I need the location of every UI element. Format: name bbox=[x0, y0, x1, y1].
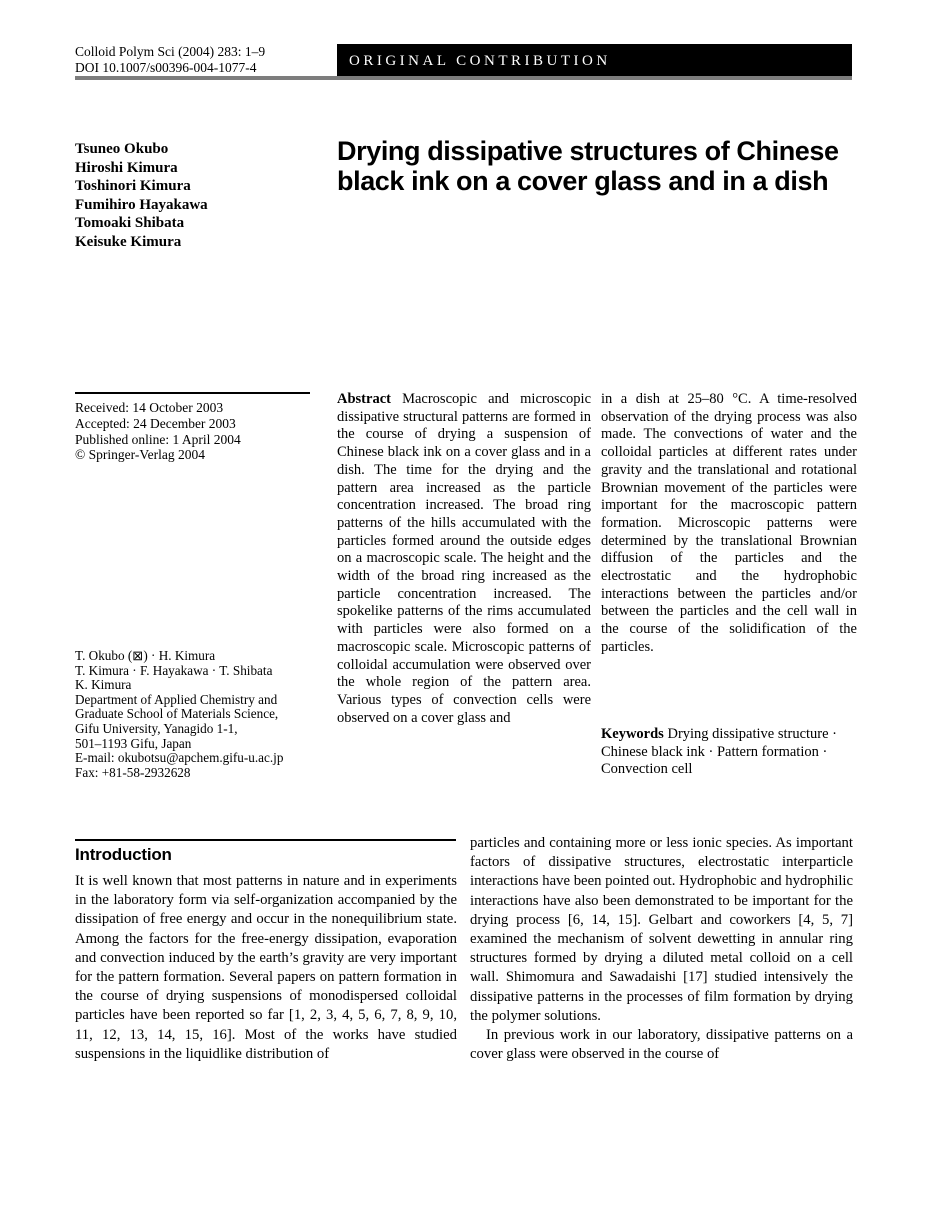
dates-divider bbox=[75, 392, 310, 394]
author-name: Keisuke Kimura bbox=[75, 233, 182, 250]
journal-doi: DOI 10.1007/s00396-004-1077-4 bbox=[75, 60, 257, 75]
envelope-icon: ⊠ bbox=[132, 648, 144, 663]
affiliation-line: K. Kimura bbox=[75, 677, 132, 693]
author-list bbox=[75, 140, 315, 251]
fax-line: Fax: +81-58-2932628 bbox=[75, 764, 191, 780]
journal-citation-block bbox=[75, 44, 335, 76]
keywords-block bbox=[601, 726, 857, 779]
coauthor-abbrev: ) · H. Kimura bbox=[143, 648, 216, 663]
keywords-text: Drying dissipative structure · Chinese black ink · Pattern formation · Convection cell bbox=[601, 726, 838, 778]
abstract-text-col1: Macroscopic and microscopic dissipative structural patterns are formed in the course of drying a suspension of Chinese black ink on a cover glass and in a dish. The time for the drying and the pattern area increased as the particle concentration increased. The broad ring patterns of the hills accumulated with the particles formed around the outside edges on a macroscopic scale. The height and the width of the broad ring increased as the particle concentration increased. The spokelike patterns of the rims accumulated with particles were also formed on a macroscopic scale. Microscopic patterns of colloidal accumulation were observed over the whole region of the pattern area. Various types of convection cells were observed on a cover glass and bbox=[337, 391, 592, 726]
copyright-line: © Springer-Verlag 2004 bbox=[75, 447, 205, 463]
introduction-paragraph: particles and containing more or less ionic species. As important factors of dissipative structures, electrostatic interparticle interactions have been pointed out. Hydrophobic and hydrophilic interactions have also been demonstrated to be important for the drying process [6, 14, 15]. Gelbart and coworkers [4, 5, 7] examined the mechanism of solvent dewetting in annular ring structures formed by drying a diluted metal colloid on a cell wall. Shimomura and Sawadaishi [17] studied intensively the dissipative patterns in the processes of film formation by drying the polymer solutions. bbox=[470, 835, 853, 1024]
abstract-column-2 bbox=[601, 391, 857, 657]
introduction-paragraph: In previous work in our laboratory, dissipative patterns on a cover glass were observed in the course of bbox=[470, 1027, 853, 1063]
author-name: Fumihiro Hayakawa bbox=[75, 196, 208, 213]
article-type-label: ORIGINAL CONTRIBUTION bbox=[349, 52, 611, 69]
received-date: Received: 14 October 2003 bbox=[75, 400, 224, 415]
article-title: Drying dissipative structures of Chinese black ink on a cover glass and in a dish bbox=[337, 136, 839, 196]
email-line: E-mail: okubotsu@apchem.gifu-u.ac.jp bbox=[75, 750, 284, 766]
affiliation-line: T. Kimura · F. Hayakawa · T. Shibata bbox=[75, 662, 273, 678]
introduction-column-1: It is well known that most patterns in nature and in experiments in the laboratory form via self-organization accompanied by the dissipation of free energy and occur in the nonequilibrium state. Among the factors for the free-energy dissipation, evaporation and convection induced by the earth’s gravity are very important for the pattern formation. Several papers on pattern formation in the course of drying suspensions of monodispersed colloidal particles have been reported so far [1, 2, 3, 4, 5, 6, 7, 8, 9, 10, 11, 12, 13, 14, 15, 16]. Most of the works have studied suspensions in the liquidlike distribution of bbox=[75, 873, 457, 1062]
author-name: Tsuneo Okubo bbox=[75, 141, 169, 157]
article-type-banner bbox=[337, 44, 852, 78]
accepted-date: Accepted: 24 December 2003 bbox=[75, 415, 236, 431]
abstract-column-1 bbox=[337, 391, 591, 727]
corresponding-author-line bbox=[75, 649, 340, 664]
affiliation-line: Graduate School of Materials Science, bbox=[75, 706, 279, 722]
author-abbrev: T. Okubo ( bbox=[75, 648, 133, 663]
affiliation-block bbox=[75, 649, 340, 780]
abstract-label: Abstract bbox=[337, 391, 391, 407]
section-divider bbox=[75, 839, 456, 841]
article-dates bbox=[75, 400, 325, 463]
introduction-column-2 bbox=[470, 834, 853, 1064]
author-name: Hiroshi Kimura bbox=[75, 159, 178, 176]
journal-citation: Colloid Polym Sci (2004) 283: 1–9 bbox=[75, 44, 266, 59]
author-name: Tomoaki Shibata bbox=[75, 215, 185, 231]
affiliation-line: 501–1193 Gifu, Japan bbox=[75, 735, 192, 751]
keywords-label: Keywords bbox=[601, 726, 664, 742]
affiliation-line: Gifu University, Yanagido 1-1, bbox=[75, 720, 238, 736]
author-name: Toshinori Kimura bbox=[75, 178, 191, 194]
header-divider bbox=[75, 76, 852, 80]
section-heading-introduction: Introduction bbox=[75, 845, 172, 864]
published-date: Published online: 1 April 2004 bbox=[75, 431, 241, 447]
abstract-text-col2: in a dish at 25–80 °C. A time-resolved observation of the drying process was also made. The convections of water and the colloidal particles at different rates under gravity and the translational and rotational Brownian movement of the particles were important for the macroscopic pattern formation. Microscopic patterns were determined by the translational Brownian diffusion of the particles and the electrostatic and the hydrophobic interactions between the particles and/or between the particles and the cell wall in the course of the solidification of the particles. bbox=[601, 391, 857, 655]
affiliation-line: Department of Applied Chemistry and bbox=[75, 691, 278, 707]
